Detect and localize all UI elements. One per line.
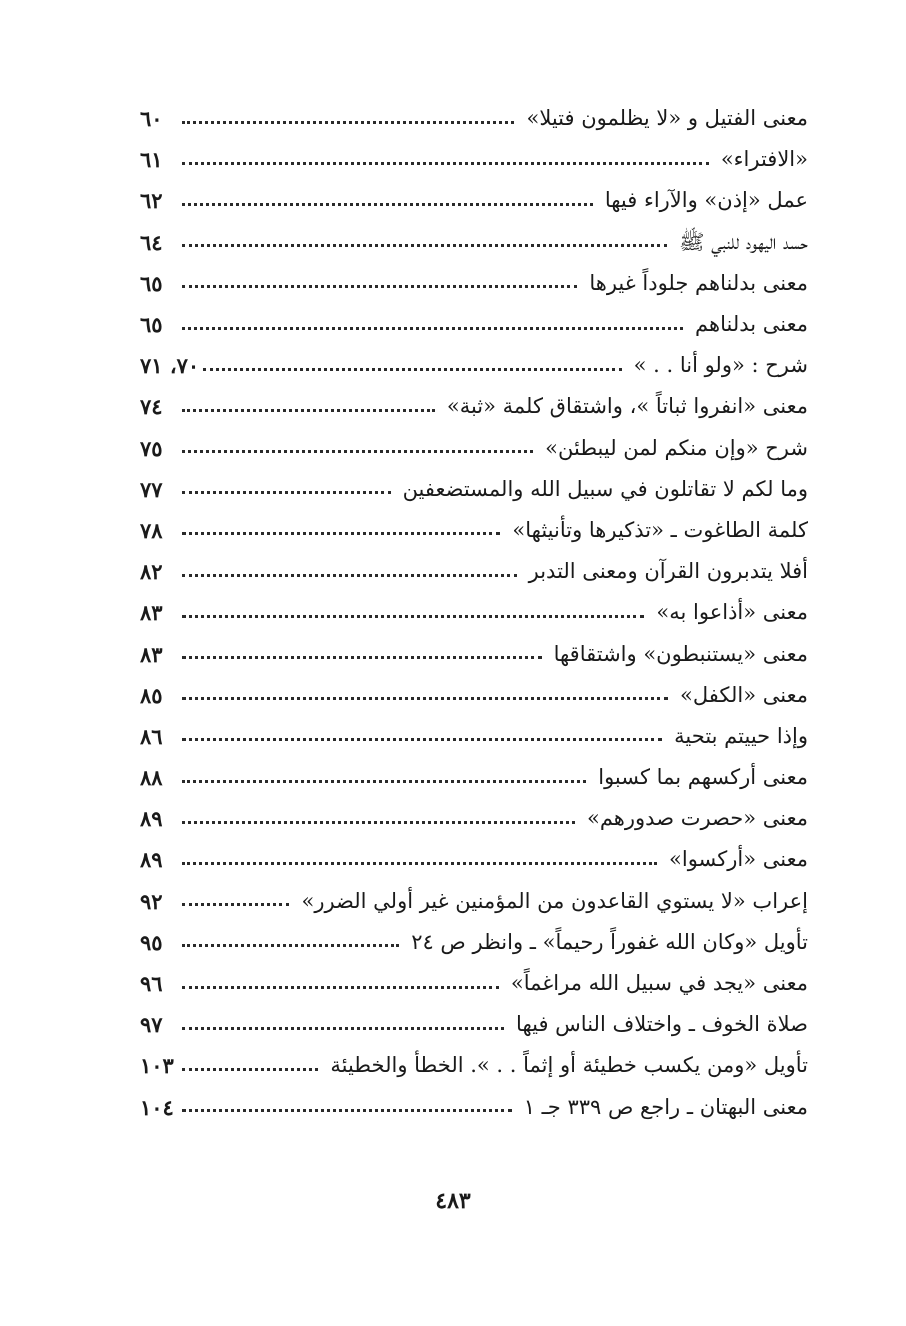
dot-leader xyxy=(182,985,499,989)
toc-entry-title: عمل «إذن» والآراء فيها xyxy=(604,188,808,213)
dot-leader xyxy=(182,943,399,947)
toc-entry-page: ٨٩ xyxy=(140,806,163,832)
toc-entry-title: معنى «أذاعوا به» xyxy=(656,600,808,625)
toc-entry-page: ٦٤ xyxy=(140,229,163,255)
toc-entry-title: معنى بدلناهم جلوداً غيرها xyxy=(589,270,808,295)
toc-entry-title: معنى «أركسوا» xyxy=(669,847,808,872)
toc-entry xyxy=(140,798,808,839)
toc-entry-page: ٦٠ xyxy=(140,106,163,132)
toc-entry-title: وما لكم لا تقاتلون في سبيل الله والمستضعفين xyxy=(402,476,808,501)
toc-entry xyxy=(140,839,808,880)
toc-entry xyxy=(140,881,808,922)
toc-entry-page: ٦١ xyxy=(140,147,163,173)
toc-entry xyxy=(140,1087,808,1128)
toc-entry-title: تأويل «ومن يكسب خطيئة أو إثماً . . ». الخطأ والخطيئة xyxy=(330,1053,808,1078)
toc-entry xyxy=(140,345,808,386)
toc-entry-title: معنى «يستنبطون» واشتقاقها xyxy=(553,641,808,666)
toc-entry-page: ٨٩ xyxy=(140,847,163,873)
dot-leader xyxy=(182,861,657,865)
toc-entry-title: معنى البهتان ـ راجع ص ٣٣٩ جـ ١ xyxy=(523,1094,808,1119)
toc-entry-page: ١٠٣ xyxy=(140,1053,174,1079)
toc-entry-title: معنى أركسهم بما كسبوا xyxy=(598,765,808,790)
toc-entry-title: تأويل «وكان الله غفوراً رحيماً» ـ وانظر ص ٢٤ xyxy=(411,929,808,954)
toc-entry-page: ٩٢ xyxy=(140,888,163,914)
toc-entry-page: ٧٥ xyxy=(140,435,163,461)
toc-entry-title: معنى بدلناهم xyxy=(695,312,808,337)
toc-entry-page: ٩٧ xyxy=(140,1012,163,1038)
toc-entry xyxy=(140,304,808,345)
toc-entry-title: حسد اليهود للنبي ﷺ xyxy=(679,229,808,254)
toc-entry xyxy=(140,510,808,551)
toc-entry-title: شرح «وإن منكم لمن ليبطئن» xyxy=(545,435,808,460)
toc-entry-title: معنى «الكفل» xyxy=(680,682,808,707)
dot-leader xyxy=(182,820,575,824)
toc-entry xyxy=(140,386,808,427)
toc-entry xyxy=(140,757,808,798)
toc-entry xyxy=(140,1004,808,1045)
toc-entry-title: «الافتراء» xyxy=(720,147,808,172)
dot-leader xyxy=(182,1108,512,1112)
toc-entry xyxy=(140,716,808,757)
toc-entry xyxy=(140,469,808,510)
toc-entry-page: ٨٣ xyxy=(140,600,163,626)
toc-entry-page: ٦٥ xyxy=(140,312,163,338)
toc-entry xyxy=(140,1045,808,1086)
page-number: ٤٨٣ xyxy=(435,1188,471,1214)
dot-leader xyxy=(182,408,435,412)
toc-entry-page: ٩٥ xyxy=(140,929,163,955)
dot-leader xyxy=(182,243,667,247)
toc-entry-title: صلاة الخوف ـ واختلاف الناس فيها xyxy=(516,1012,808,1037)
dot-leader xyxy=(182,1067,318,1071)
dot-leader xyxy=(182,284,577,288)
toc-entry-title: شرح : «ولو أنا . . » xyxy=(633,353,808,378)
toc-entry-title: معنى الفتيل و «لا يظلمون فتيلا» xyxy=(526,106,808,131)
toc-entry-page: ٧٤ xyxy=(140,394,163,420)
toc-entry xyxy=(140,263,808,304)
toc-entry-page: ١٠٤ xyxy=(140,1094,174,1120)
toc-entry-page: ٨٨ xyxy=(140,765,163,791)
dot-leader xyxy=(182,902,289,906)
toc-entry xyxy=(140,139,808,180)
toc-entry-title: معنى «انفروا ثباتاً »، واشتقاق كلمة «ثبة» xyxy=(446,394,808,419)
dot-leader xyxy=(182,737,662,741)
toc-entry-page: ٩٦ xyxy=(140,971,163,997)
toc-entry-title: إعراب «لا يستوي القاعدون من المؤمنين غير أولي الضرر» xyxy=(301,888,808,913)
toc-entry xyxy=(140,633,808,674)
dot-leader xyxy=(182,202,593,206)
toc-entry xyxy=(140,222,808,263)
toc-entry xyxy=(140,551,808,592)
dot-leader xyxy=(182,696,668,700)
toc-entry-title: أفلا يتدبرون القرآن ومعنى التدبر xyxy=(528,559,808,584)
toc-entry-page: ٨٦ xyxy=(140,723,163,749)
toc-entry-title: وإذا حييتم بتحية xyxy=(674,723,808,748)
dot-leader xyxy=(182,1026,504,1030)
toc-entry-title: معنى «يجد في سبيل الله مراغماً» xyxy=(510,971,808,996)
toc-entry-page: ٦٢ xyxy=(140,188,163,214)
toc-entry xyxy=(140,675,808,716)
toc-entry-page: ٦٥ xyxy=(140,270,163,296)
dot-leader xyxy=(182,779,586,783)
toc-entry-page: ٧٠، ٧١ xyxy=(140,353,200,379)
dot-leader xyxy=(182,326,683,330)
dot-leader xyxy=(182,573,517,577)
table-of-contents xyxy=(140,98,808,1128)
dot-leader xyxy=(182,614,644,618)
dot-leader xyxy=(182,449,533,453)
dot-leader xyxy=(182,655,542,659)
toc-entry-page: ٧٨ xyxy=(140,517,163,543)
toc-entry-title: معنى «حصرت صدورهم» xyxy=(586,806,808,831)
dot-leader xyxy=(182,120,514,124)
dot-leader xyxy=(203,367,621,371)
toc-entry xyxy=(140,963,808,1004)
toc-entry-page: ٨٥ xyxy=(140,682,163,708)
dot-leader xyxy=(182,490,391,494)
toc-entry xyxy=(140,98,808,139)
toc-entry xyxy=(140,922,808,963)
dot-leader xyxy=(182,531,500,535)
toc-entry-page: ٨٣ xyxy=(140,641,163,667)
toc-entry-page: ٨٢ xyxy=(140,559,163,585)
toc-entry-title: كلمة الطاغوت ـ «تذكيرها وتأنيثها» xyxy=(512,517,808,542)
toc-entry xyxy=(140,428,808,469)
toc-entry-page: ٧٧ xyxy=(140,476,163,502)
dot-leader xyxy=(182,161,709,165)
toc-entry xyxy=(140,180,808,221)
toc-entry xyxy=(140,592,808,633)
